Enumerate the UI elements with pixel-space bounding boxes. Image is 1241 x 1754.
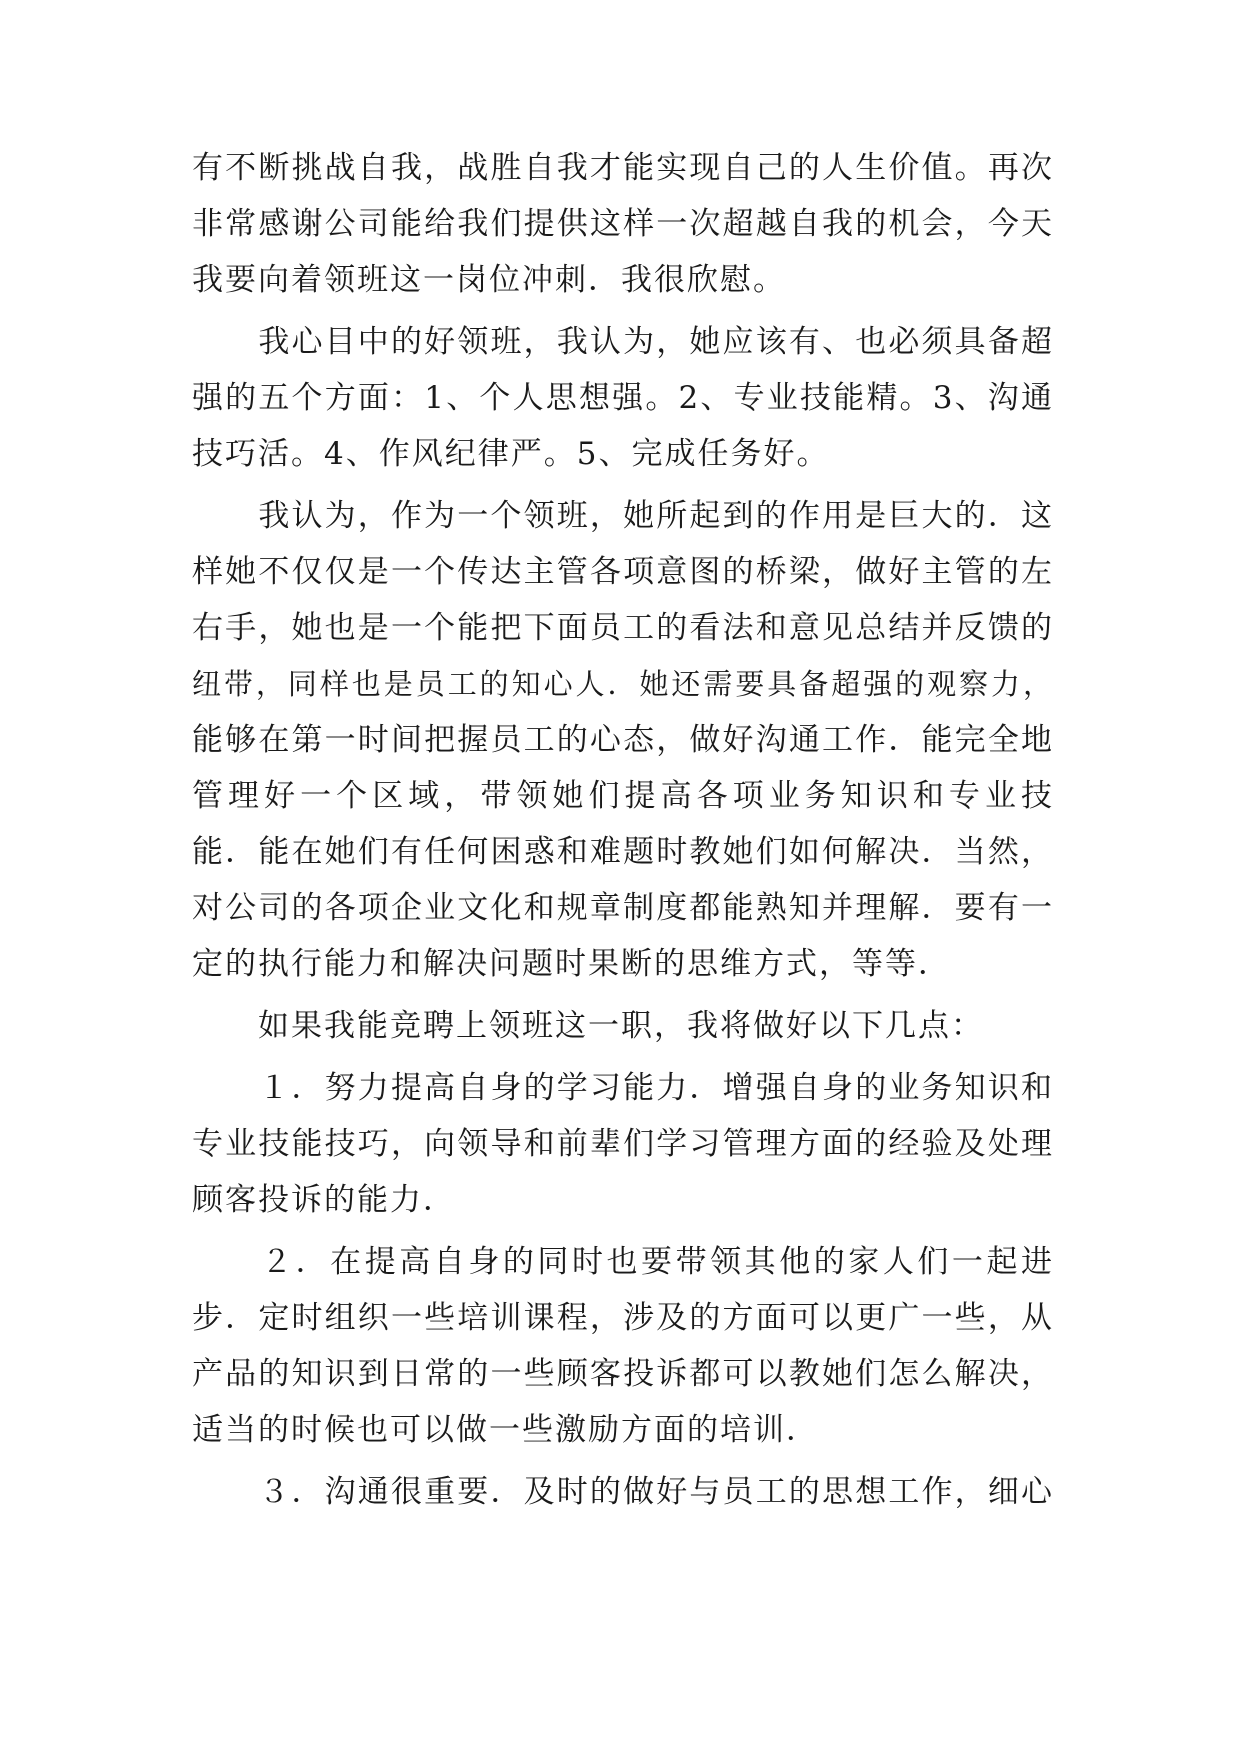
text-line: 步．定时组织一些培训课程，涉及的方面可以更广一些，从: [192, 1300, 1054, 1336]
text-line: 纽带，同样也是员工的知心人．她还需要具备超强的观察力，: [192, 667, 1054, 701]
text-line: 右手，她也是一个能把下面员工的看法和意见总结并反馈的: [192, 610, 1054, 646]
text-line: 样她不仅仅是一个传达主管各项意图的桥梁，做好主管的左: [192, 554, 1054, 590]
text-line: 适当的时候也可以做一些激励方面的培训．: [192, 1412, 819, 1448]
text-line: 产品的知识到日常的一些顾客投诉都可以教她们怎么解决，: [192, 1356, 1054, 1392]
text-line: 顾客投诉的能力．: [192, 1182, 456, 1218]
text-line: 强的五个方面：1、个人思想强。2、专业技能精。3、沟通: [192, 380, 1054, 416]
text-line: 管理好一个区域，带领她们提高各项业务知识和专业技: [192, 778, 1054, 814]
text-line: ３．沟通很重要．及时的做好与员工的思想工作，细心: [192, 1474, 1054, 1510]
text-line: 有不断挑战自我，战胜自我才能实现自己的人生价值。再次: [192, 150, 1054, 186]
text-line: 非常感谢公司能给我们提供这样一次超越自我的机会，今天: [192, 206, 1054, 242]
text-line: 我心目中的好领班，我认为，她应该有、也必须具备超: [192, 324, 1054, 360]
text-line: 如果我能竞聘上领班这一职，我将做好以下几点：: [192, 1008, 984, 1044]
text-line: 我认为，作为一个领班，她所起到的作用是巨大的．这: [192, 498, 1054, 534]
text-line: 技巧活。4、作风纪律严。5、完成任务好。: [192, 436, 830, 472]
text-line: １．努力提高自身的学习能力．增强自身的业务知识和: [192, 1070, 1054, 1106]
text-line: 能．能在她们有任何困惑和难题时教她们如何解决．当然，: [192, 834, 1054, 870]
text-line: 定的执行能力和解决问题时果断的思维方式，等等．: [192, 946, 951, 982]
text-line: 能够在第一时间把握员工的心态，做好沟通工作．能完全地: [192, 722, 1054, 758]
text-line: 我要向着领班这一岗位冲刺．我很欣慰。: [192, 262, 786, 298]
text-line: 专业技能技巧，向领导和前辈们学习管理方面的经验及处理: [192, 1126, 1054, 1162]
text-line: ２．在提高自身的同时也要带领其他的家人们一起进: [192, 1244, 1054, 1280]
text-line: 对公司的各项企业文化和规章制度都能熟知并理解．要有一: [192, 890, 1054, 926]
